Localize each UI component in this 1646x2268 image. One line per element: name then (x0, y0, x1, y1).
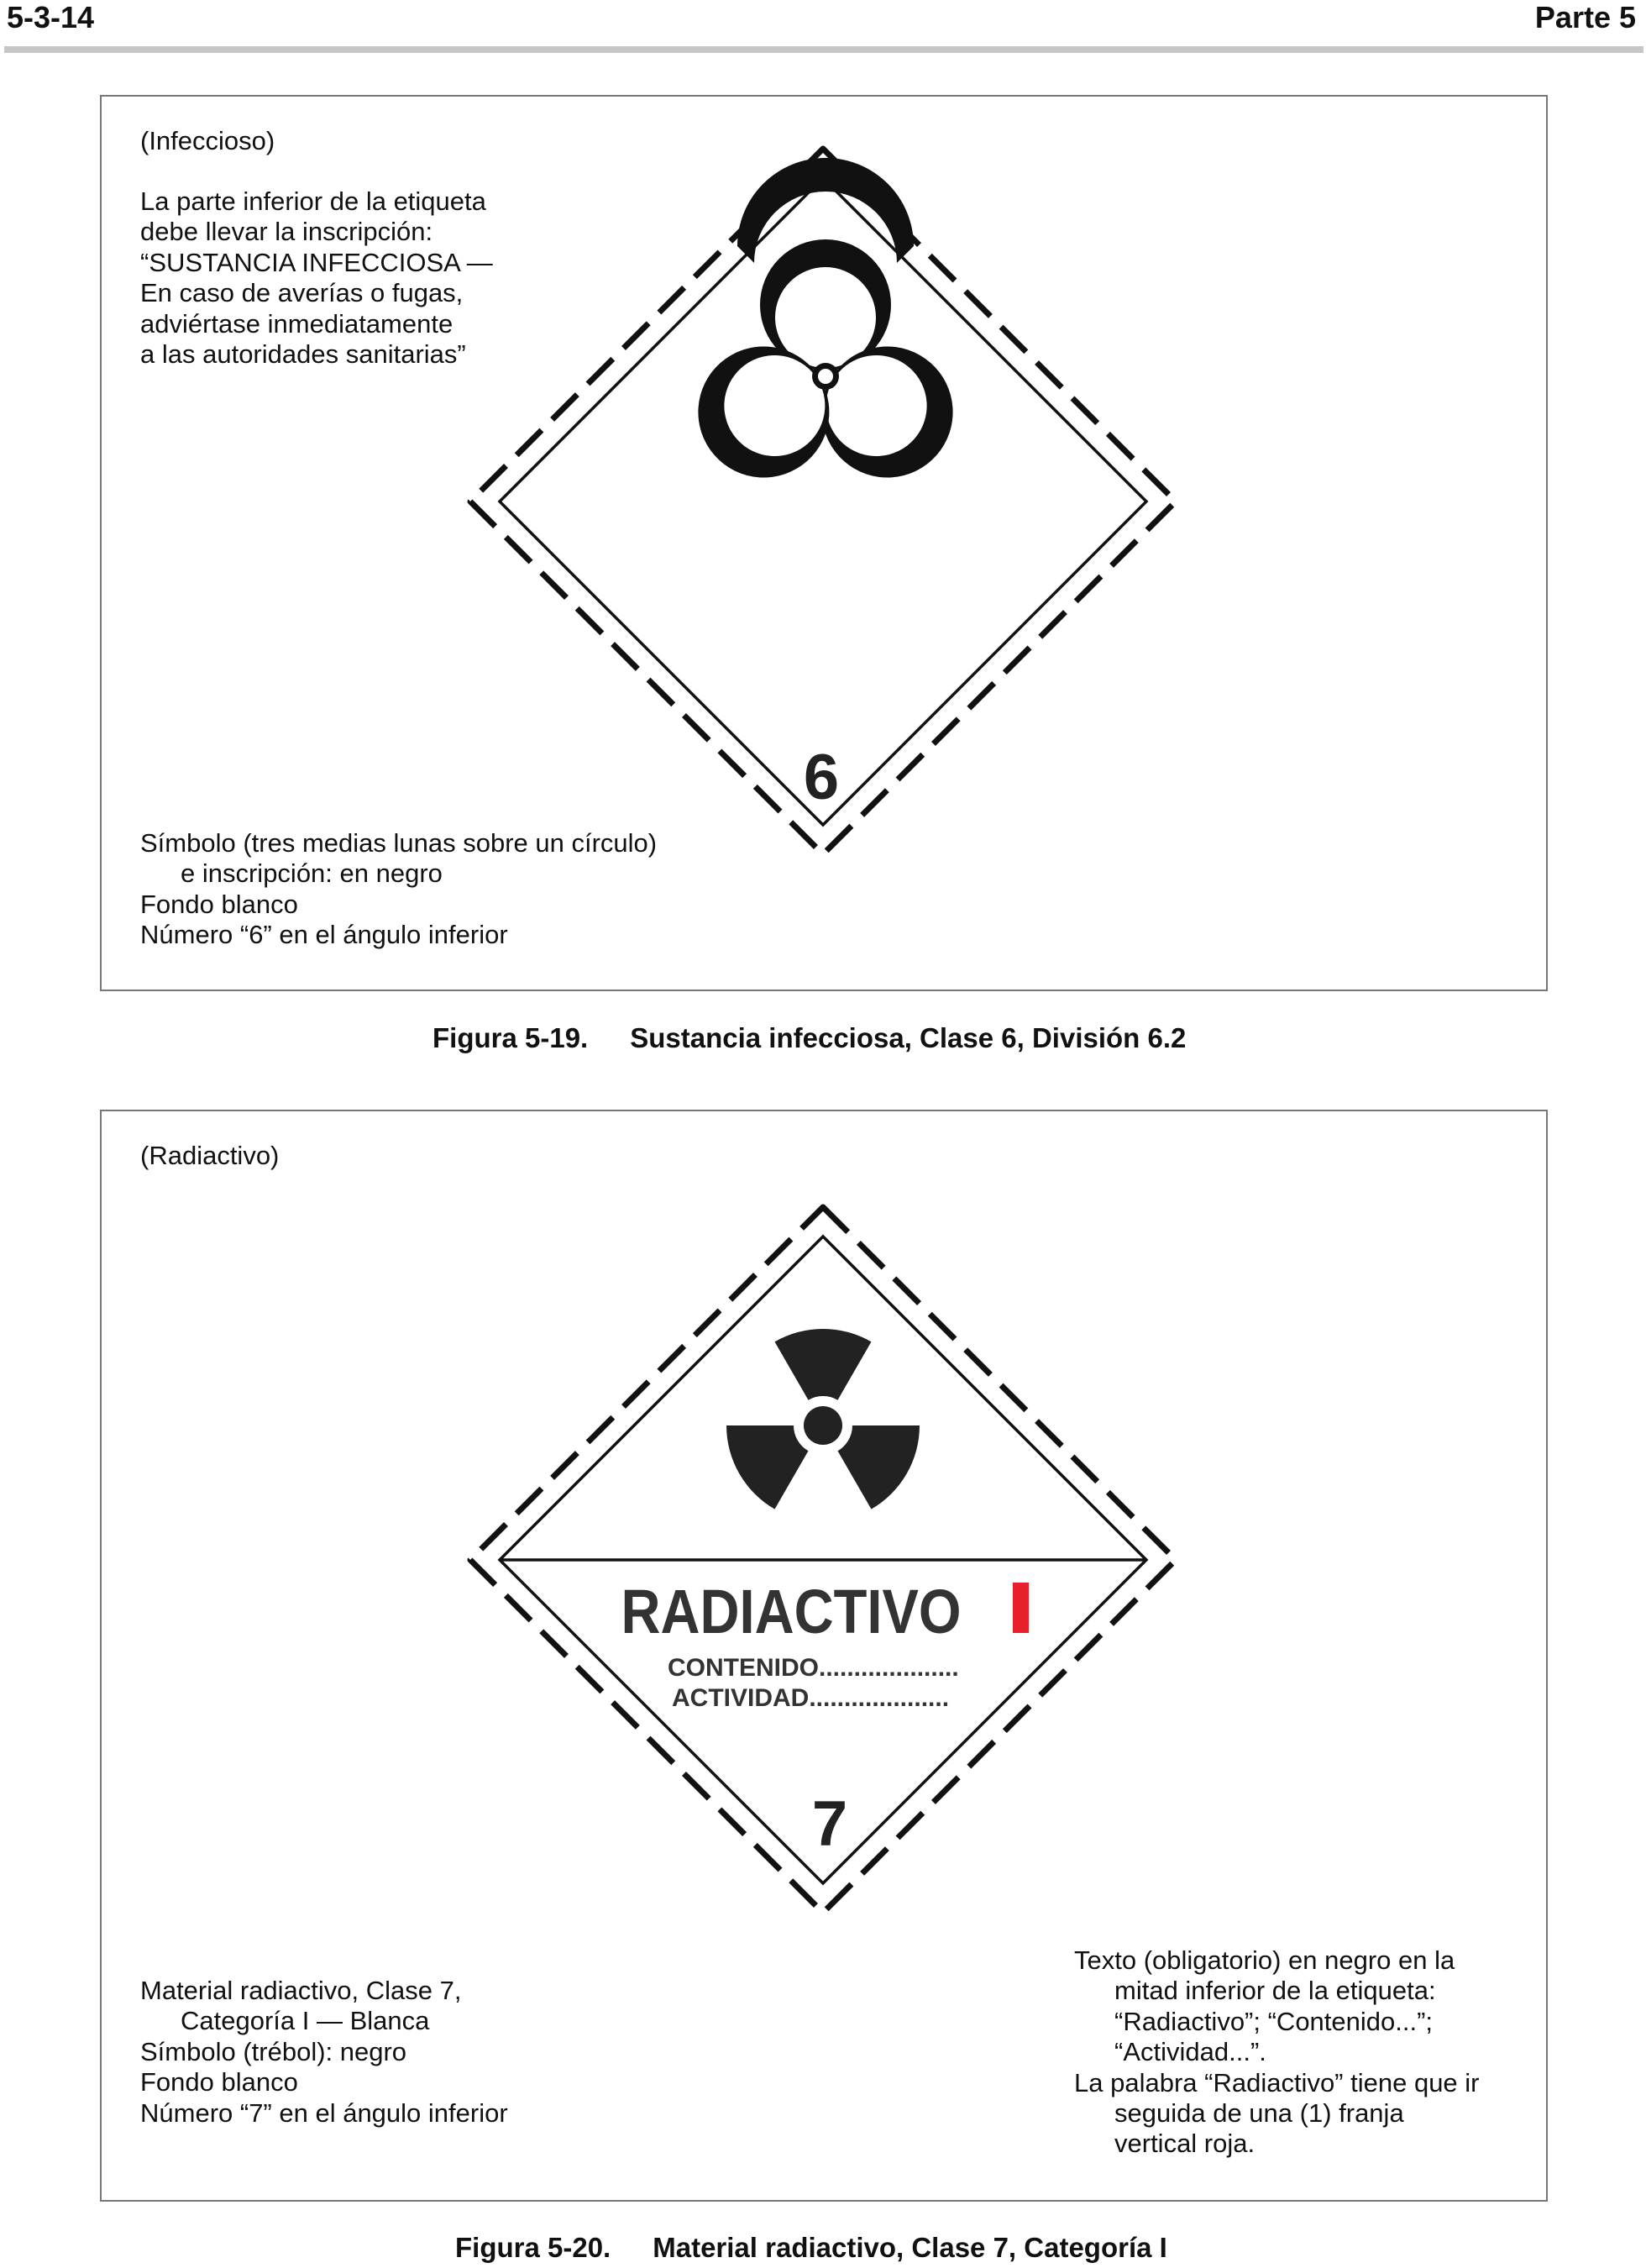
text-line: a las autoridades sanitarias” (140, 339, 466, 370)
text-line: Texto (obligatorio) en negro en la (1074, 1945, 1455, 1975)
text-line: La palabra “Radiactivo” tiene que ir (1074, 2067, 1480, 2097)
text-line: Categoría I — Blanca (181, 2006, 430, 2036)
text-line: “Actividad...”. (1114, 2037, 1266, 2067)
text-line: adviértase inmediatamente (140, 308, 453, 339)
radioactive-word: RADIACTIVO (621, 1577, 962, 1646)
caption-title: Material radiactivo, Clase 7, Categoría I (653, 2232, 1167, 2263)
text-line: debe llevar la inscripción: (140, 217, 433, 247)
page-number: 5-3-14 (7, 0, 95, 34)
text-line: “Radiactivo”; “Contenido...”; (1114, 2006, 1434, 2036)
text-line: Fondo blanco (140, 889, 298, 919)
contents-field: CONTENIDO.................... (668, 1654, 959, 1682)
text-line: Fondo blanco (140, 2067, 298, 2097)
text-line: Número “7” en el ángulo inferior (140, 2097, 508, 2128)
infectious-note: (Infeccioso) (140, 126, 275, 155)
red-vertical-bar (1013, 1583, 1029, 1633)
figure-5-20-caption (455, 2232, 1167, 2264)
text-line: e inscripción: en negro (181, 858, 443, 889)
text-line: “SUSTANCIA INFECCIOSA — (140, 247, 493, 277)
text-line: seguida de una (1) franja (1114, 2098, 1404, 2129)
radioactive-description (140, 1976, 508, 2129)
text-line: Símbolo (tres medias lunas sobre un círculo) (140, 828, 658, 858)
caption-number: Figura 5-20. (455, 2232, 611, 2263)
text-line: Número “6” en el ángulo inferior (140, 920, 508, 950)
text-line: vertical roja. (1114, 2129, 1255, 2159)
text-line: En caso de averías o fugas, (140, 278, 464, 308)
text-line: La parte inferior de la etiqueta (140, 186, 486, 216)
radioactive-note: (Radiactivo) (140, 1141, 280, 1170)
caption-title: Sustancia infecciosa, Clase 6, División 6.2 (630, 1022, 1187, 1053)
mandatory-text-note (1074, 1945, 1480, 2160)
class-number: 7 (811, 1788, 848, 1860)
text-line: mitad inferior de la etiqueta: (1114, 1976, 1436, 2006)
activity-field: ACTIVIDAD.................... (672, 1684, 950, 1712)
part-label: Parte 5 (1534, 0, 1636, 34)
class-number: 6 (803, 742, 840, 813)
text-line: Símbolo (trébol): negro (140, 2036, 407, 2066)
caption-number: Figura 5-19. (432, 1022, 589, 1053)
radiation-trefoil-icon (726, 1300, 944, 1509)
text-line: Material radiactivo, Clase 7, (140, 1976, 462, 2005)
